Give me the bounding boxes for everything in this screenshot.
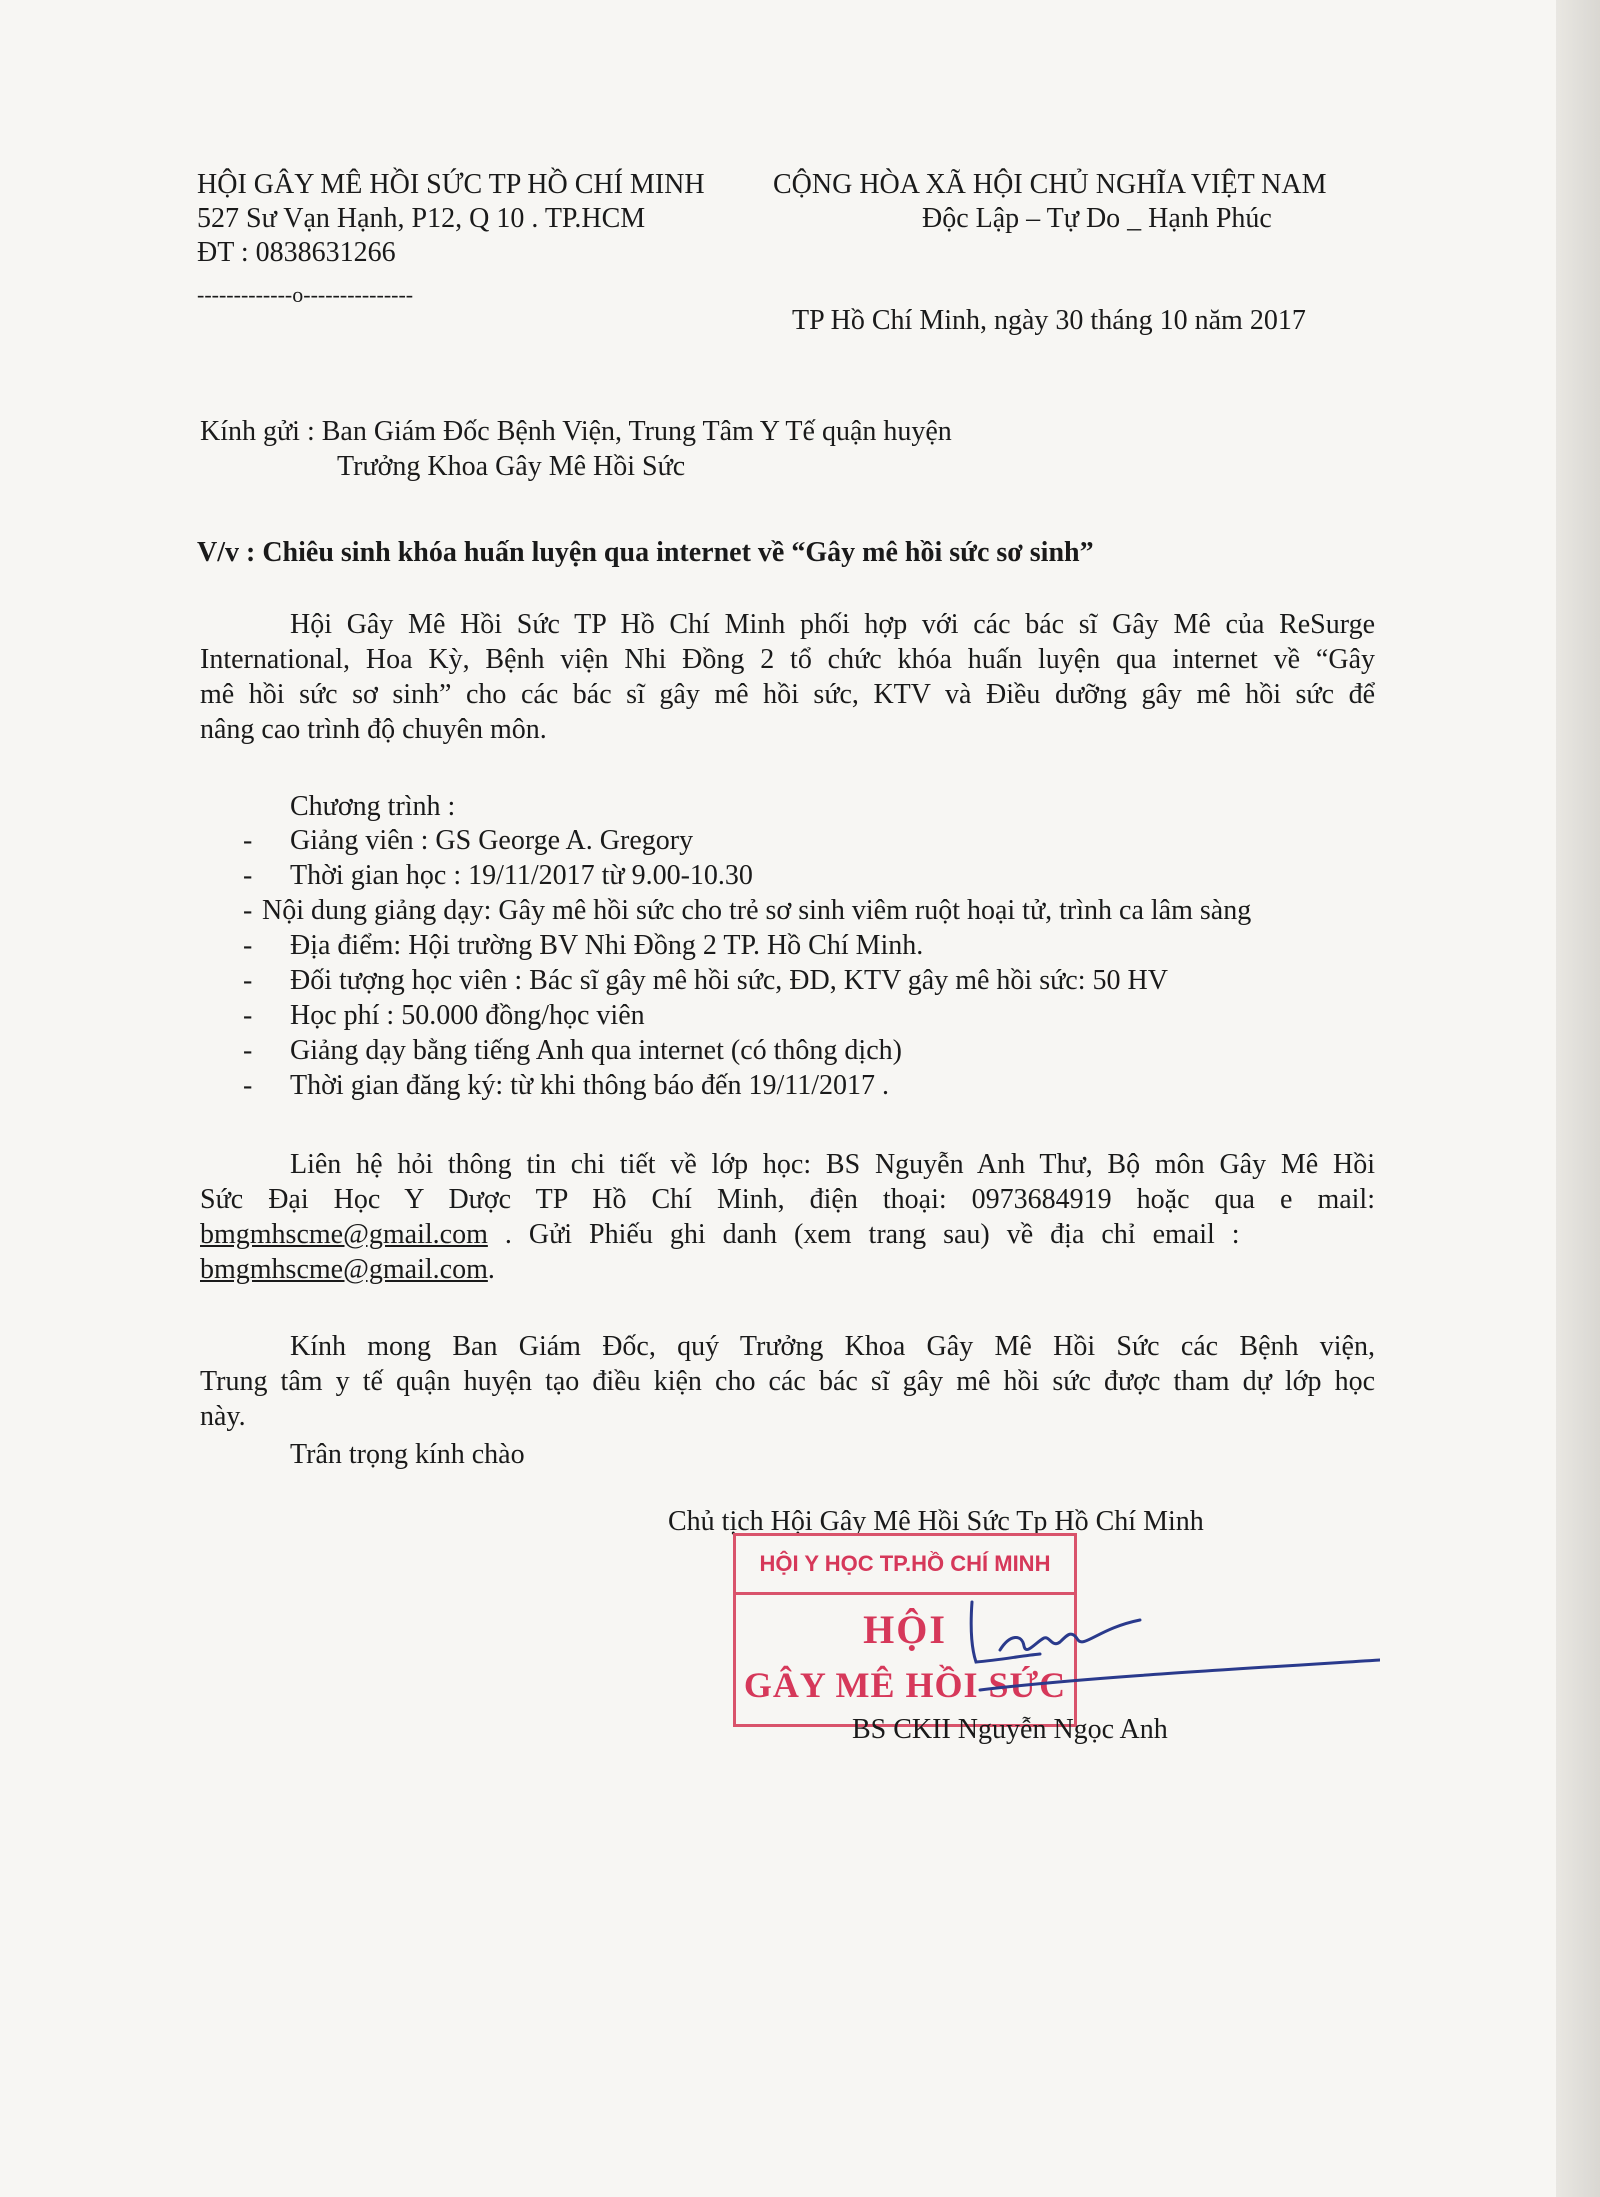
contact-line-4-end: .: [487, 1254, 495, 1285]
program-item-bullet: -: [243, 825, 253, 856]
scan-edge: [1556, 0, 1600, 2197]
recipient-line-2: Trưởng Khoa Gây Mê Hồi Sức: [337, 451, 686, 482]
handwritten-signature: [960, 1590, 1380, 1710]
org-name: HỘI GÂY MÊ HỒI SỨC TP HỒ CHÍ MINH: [197, 169, 705, 200]
program-item-bullet: -: [243, 930, 253, 961]
contact-line-1: Liên hệ hỏi thông tin chi tiết về lớp học: BS Nguyễn Anh Thư, Bộ môn Gây Mê Hồi: [290, 1149, 1375, 1180]
stamp-top-text: HỘI Y HỌC TP.HỒ CHÍ MINH: [736, 1536, 1074, 1595]
program-item-bullet: -: [243, 895, 253, 926]
closing: Trân trọng kính chào: [290, 1439, 525, 1470]
intro-line-2: International, Hoa Kỳ, Bệnh viện Nhi Đồng 2 tổ chức khóa huấn luyện qua internet về “Gây: [200, 644, 1375, 675]
program-item-lecturer: Giảng viên : GS George A. Gregory: [290, 825, 694, 856]
date-line: TP Hồ Chí Minh, ngày 30 tháng 10 năm 2017: [792, 305, 1306, 336]
contact-line-3: [200, 1218, 1375, 1252]
signer-name: BS CKII Nguyễn Ngọc Anh: [852, 1714, 1168, 1745]
contact-line-3-text: . Gửi Phiếu ghi danh (xem trang sau) về địa chỉ email :: [487, 1219, 1240, 1250]
org-address: 527 Sư Vạn Hạnh, P12, Q 10 . TP.HCM: [197, 203, 646, 234]
org-phone: ĐT : 0838631266: [197, 237, 396, 268]
intro-line-4: nâng cao trình độ chuyên môn.: [200, 714, 547, 745]
header-divider: -------------o---------------: [197, 282, 414, 307]
program-item-bullet: -: [243, 1000, 253, 1031]
program-item-bullet: -: [243, 965, 253, 996]
program-item-content: Nội dung giảng dạy: Gây mê hồi sức cho trẻ sơ sinh viêm ruột hoại tử, trình ca lâm sàng: [262, 895, 1252, 926]
stamp-bottom-text: GÂY MÊ HỒI SỨC: [743, 1665, 1067, 1705]
subject-line: V/v : Chiêu sinh khóa huấn luyện qua internet về “Gây mê hồi sức sơ sinh”: [197, 537, 1094, 568]
request-line-2: Trung tâm y tế quận huyện tạo điều kiện cho các bác sĩ gây mê hồi sức được tham dự lớp học: [200, 1366, 1375, 1397]
program-title: Chương trình :: [290, 791, 456, 822]
recipients-label: [200, 415, 952, 449]
program-item-registration: Thời gian đăng ký: từ khi thông báo đến 19/11/2017 .: [290, 1070, 889, 1101]
contact-line-4: [200, 1253, 495, 1287]
request-line-3: này.: [200, 1401, 246, 1432]
program-item-fee: Học phí : 50.000 đồng/học viên: [290, 1000, 645, 1031]
email-link[interactable]: bmgmhscme@gmail.com: [200, 1219, 488, 1250]
recipients-label-text: Kính gửi :: [200, 416, 322, 447]
stamp-middle-text: HỘI: [863, 1607, 947, 1652]
program-item-bullet: -: [243, 860, 253, 891]
recipient-line-1: Ban Giám Đốc Bệnh Viện, Trung Tâm Y Tế quận huyện: [321, 416, 952, 447]
national-motto: Độc Lập – Tự Do _ Hạnh Phúc: [922, 203, 1272, 234]
country-name: CỘNG HÒA XÃ HỘI CHỦ NGHĨA VIỆT NAM: [773, 169, 1327, 200]
request-line-1: Kính mong Ban Giám Đốc, quý Trưởng Khoa Gây Mê Hồi Sức các Bệnh viện,: [290, 1331, 1375, 1362]
intro-line-3: mê hồi sức sơ sinh” cho các bác sĩ gây mê hồi sức, KTV và Điều dưỡng gây mê hồi sức để: [200, 679, 1375, 710]
program-item-location: Địa điểm: Hội trường BV Nhi Đồng 2 TP. Hồ Chí Minh.: [290, 930, 924, 961]
program-item-time: Thời gian học : 19/11/2017 từ 9.00-10.30: [290, 860, 753, 891]
program-item-audience: Đối tượng học viên : Bác sĩ gây mê hồi sức, ĐD, KTV gây mê hồi sức: 50 HV: [290, 965, 1168, 996]
email-link[interactable]: bmgmhscme@gmail.com: [200, 1254, 488, 1285]
program-item-bullet: -: [243, 1035, 253, 1066]
intro-line-1: Hội Gây Mê Hồi Sức TP Hồ Chí Minh phối hợp với các bác sĩ Gây Mê của ReSurge: [290, 609, 1375, 640]
contact-line-2: Sức Đại Học Y Dược TP Hồ Chí Minh, điện thoại: 0973684919 hoặc qua e mail:: [200, 1184, 1375, 1215]
program-item-bullet: -: [243, 1070, 253, 1101]
program-item-language: Giảng dạy bằng tiếng Anh qua internet (có thông dịch): [290, 1035, 902, 1066]
signer-title: Chủ tịch Hội Gây Mê Hồi Sức Tp Hồ Chí Minh: [668, 1506, 1204, 1537]
